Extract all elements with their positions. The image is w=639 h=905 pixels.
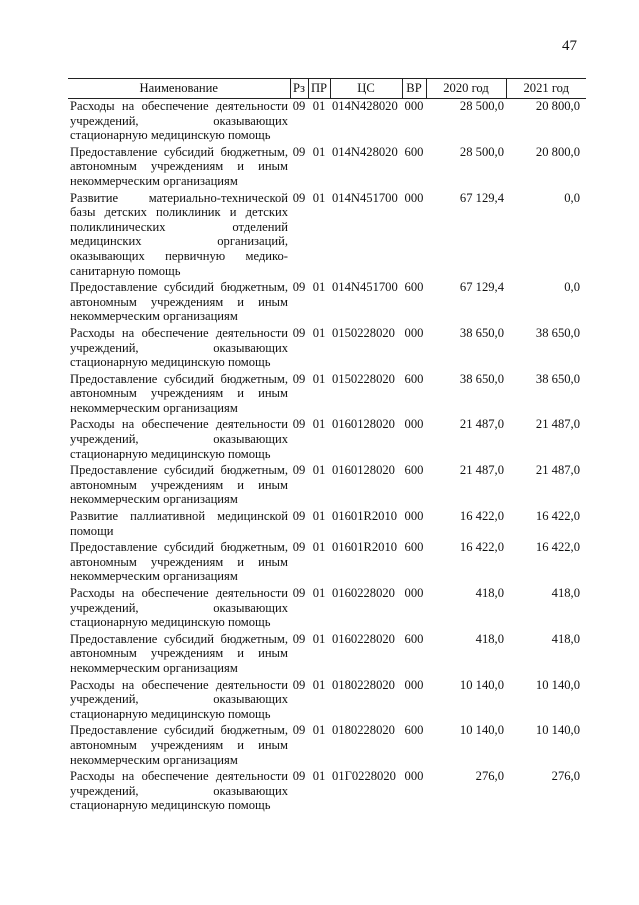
- cell-vr: 000: [404, 586, 424, 600]
- table-row: [68, 280, 586, 326]
- cell-cs: 0180228020: [332, 723, 395, 738]
- cell-cs: 01601R2010: [332, 540, 398, 555]
- cell-2021: 418,0: [551, 586, 580, 600]
- cell-2021: 21 487,0: [535, 417, 580, 432]
- cell-pr: 01: [312, 463, 326, 478]
- table-row: [68, 678, 586, 724]
- cell-2020: 16 422,0: [459, 509, 504, 524]
- cell-rz: 09: [292, 723, 306, 738]
- cell-rz: 09: [292, 463, 306, 478]
- cell-name: Расходы на обеспечение деятельности учреждений, оказывающих стационарную медицинскую помощь: [70, 586, 288, 630]
- table-header-row: [68, 79, 586, 99]
- header-vr: ВР: [402, 79, 426, 99]
- cell-rz: 09: [292, 371, 306, 386]
- cell-pr: 01: [312, 677, 326, 692]
- cell-2020: 16 422,0: [459, 540, 504, 555]
- cell-cs: 014N451700: [332, 190, 398, 205]
- cell-pr: 01: [312, 769, 326, 784]
- cell-2020: 28 500,0: [459, 99, 504, 113]
- cell-pr: 01: [312, 540, 326, 555]
- cell-name: Предоставление субсидий бюджетным, автономным учреждениям и иным некоммерческим организациям: [70, 463, 288, 507]
- header-rz: Рз: [290, 79, 308, 99]
- cell-cs: 0160128020: [332, 463, 395, 478]
- table-row: [68, 145, 586, 191]
- table-row: [68, 326, 586, 372]
- cell-name: Расходы на обеспечение деятельности учреждений, оказывающих стационарную медицинскую помощь: [70, 769, 288, 813]
- cell-pr: 01: [312, 417, 326, 432]
- cell-name: Предоставление субсидий бюджетным, автономным учреждениям и иным некоммерческим организациям: [70, 631, 288, 675]
- cell-rz: 09: [292, 586, 306, 600]
- cell-name: Предоставление субсидий бюджетным, автономным учреждениям и иным некоммерческим организациям: [70, 540, 288, 584]
- cell-vr: 000: [404, 99, 424, 113]
- cell-cs: 01Г0228020: [332, 769, 396, 784]
- cell-2021: 16 422,0: [535, 509, 580, 524]
- cell-2020: 418,0: [475, 631, 504, 646]
- header-pr: ПР: [308, 79, 330, 99]
- cell-2020: 418,0: [475, 586, 504, 600]
- cell-pr: 01: [312, 144, 326, 159]
- cell-rz: 09: [292, 144, 306, 159]
- cell-2021: 418,0: [551, 631, 580, 646]
- cell-cs: 0150228020: [332, 371, 395, 386]
- cell-vr: 600: [404, 144, 424, 159]
- cell-name: Предоставление субсидий бюджетным, автономным учреждениям и иным некоммерческим организациям: [70, 280, 288, 324]
- cell-2020: 28 500,0: [459, 144, 504, 159]
- cell-name: Предоставление субсидий бюджетным, автономным учреждениям и иным некоммерческим организациям: [70, 371, 288, 415]
- cell-2021: 20 800,0: [535, 144, 580, 159]
- cell-name: Предоставление субсидий бюджетным, автономным учреждениям и иным некоммерческим организациям: [70, 144, 288, 188]
- cell-cs: 014N428020: [332, 99, 398, 113]
- table-row: [68, 723, 586, 769]
- cell-2021: 20 800,0: [535, 99, 580, 113]
- cell-2021: 10 140,0: [535, 677, 580, 692]
- cell-2020: 10 140,0: [459, 723, 504, 738]
- header-cs: ЦС: [330, 79, 402, 99]
- table-row: [68, 769, 586, 815]
- table-row: [68, 509, 586, 540]
- cell-cs: 01601R2010: [332, 509, 398, 524]
- cell-name: Развитие материально-технической базы детских поликлиник и детских поликлинических отделений медицинских организаций, оказывающих первичную медико-санитарную помощь: [70, 190, 288, 278]
- cell-2021: 0,0: [564, 280, 580, 295]
- cell-cs: 0160228020: [332, 631, 395, 646]
- cell-2020: 38 650,0: [459, 371, 504, 386]
- cell-name: Расходы на обеспечение деятельности учреждений, оказывающих стационарную медицинскую помощь: [70, 417, 288, 461]
- cell-vr: 000: [404, 769, 424, 784]
- cell-rz: 09: [292, 280, 306, 295]
- cell-rz: 09: [292, 677, 306, 692]
- table-body: [68, 99, 586, 815]
- page-number: 47: [562, 38, 577, 54]
- cell-rz: 09: [292, 540, 306, 555]
- cell-pr: 01: [312, 586, 326, 600]
- cell-2020: 67 129,4: [459, 280, 504, 295]
- cell-pr: 01: [312, 99, 326, 113]
- header-2021: 2021 год: [506, 79, 586, 99]
- cell-vr: 600: [404, 723, 424, 738]
- cell-pr: 01: [312, 371, 326, 386]
- cell-rz: 09: [292, 509, 306, 524]
- cell-pr: 01: [312, 280, 326, 295]
- header-2020: 2020 год: [426, 79, 506, 99]
- cell-vr: 600: [404, 463, 424, 478]
- cell-cs: 0150228020: [332, 325, 395, 340]
- cell-2020: 67 129,4: [459, 190, 504, 205]
- cell-2020: 10 140,0: [459, 677, 504, 692]
- cell-2020: 21 487,0: [459, 417, 504, 432]
- cell-rz: 09: [292, 99, 306, 113]
- cell-cs: 0180228020: [332, 677, 395, 692]
- cell-2021: 0,0: [564, 190, 580, 205]
- table-row: [68, 417, 586, 463]
- cell-vr: 000: [404, 325, 424, 340]
- cell-vr: 000: [404, 677, 424, 692]
- cell-rz: 09: [292, 325, 306, 340]
- cell-2021: 276,0: [551, 769, 580, 784]
- cell-cs: 0160128020: [332, 417, 395, 432]
- cell-name: Расходы на обеспечение деятельности учреждений, оказывающих стационарную медицинскую помощь: [70, 677, 288, 721]
- cell-cs: 014N428020: [332, 144, 398, 159]
- table-row: [68, 372, 586, 418]
- cell-pr: 01: [312, 325, 326, 340]
- cell-pr: 01: [312, 190, 326, 205]
- table-row: [68, 191, 586, 281]
- cell-rz: 09: [292, 769, 306, 784]
- cell-name: Расходы на обеспечение деятельности учреждений, оказывающих стационарную медицинскую помощь: [70, 325, 288, 370]
- cell-vr: 600: [404, 371, 424, 386]
- cell-pr: 01: [312, 631, 326, 646]
- table-row: [68, 632, 586, 678]
- cell-2021: 10 140,0: [535, 723, 580, 738]
- cell-2020: 38 650,0: [459, 325, 504, 340]
- cell-rz: 09: [292, 190, 306, 205]
- table-row: [68, 99, 586, 145]
- header-name: Наименование: [68, 79, 290, 99]
- cell-pr: 01: [312, 509, 326, 524]
- cell-vr: 600: [404, 280, 424, 295]
- budget-table: [68, 78, 586, 815]
- cell-name: Развитие паллиативной медицинской помощи: [70, 509, 288, 538]
- cell-vr: 000: [404, 509, 424, 524]
- cell-name: Предоставление субсидий бюджетным, автономным учреждениям и иным некоммерческим организациям: [70, 723, 288, 767]
- table-row: [68, 586, 586, 632]
- table-row: [68, 463, 586, 509]
- cell-2020: 21 487,0: [459, 463, 504, 478]
- cell-vr: 000: [404, 417, 424, 432]
- cell-pr: 01: [312, 723, 326, 738]
- cell-vr: 600: [404, 631, 424, 646]
- cell-vr: 000: [404, 190, 424, 205]
- cell-2021: 38 650,0: [535, 371, 580, 386]
- cell-vr: 600: [404, 540, 424, 555]
- cell-rz: 09: [292, 417, 306, 432]
- cell-cs: 0160228020: [332, 586, 395, 600]
- table-row: [68, 540, 586, 586]
- cell-2021: 38 650,0: [535, 325, 580, 340]
- cell-name: Расходы на обеспечение деятельности учреждений, оказывающих стационарную медицинскую помощь: [70, 99, 288, 143]
- cell-2021: 16 422,0: [535, 540, 580, 555]
- cell-rz: 09: [292, 631, 306, 646]
- cell-2020: 276,0: [475, 769, 504, 784]
- cell-cs: 014N451700: [332, 280, 398, 295]
- cell-2021: 21 487,0: [535, 463, 580, 478]
